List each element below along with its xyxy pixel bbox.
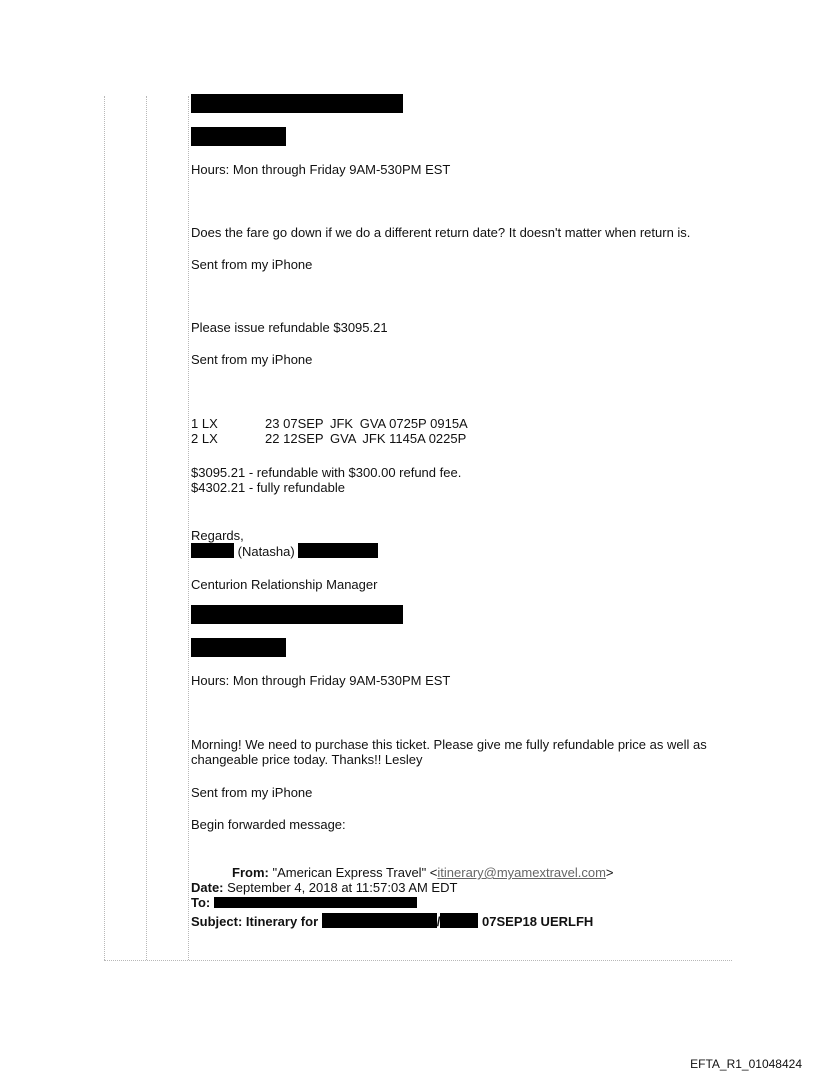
segment-number: 1 <box>191 416 199 431</box>
date-value: September 4, 2018 at 11:57:03 AM EDT <box>227 880 458 895</box>
redaction-block <box>214 897 417 908</box>
redaction-block <box>191 605 403 624</box>
redaction-block <box>322 913 437 928</box>
redaction-block <box>191 94 403 113</box>
segment-airline: LX <box>201 416 218 431</box>
message-body: Does the fare go down if we do a different return date? It doesn't matter when return is. <box>191 225 691 240</box>
message-signature: Sent from my iPhone <box>191 257 313 272</box>
itinerary-row <box>191 416 468 431</box>
thread-border-middle <box>146 96 147 960</box>
subject-tail: 07SEP18 UERLFH <box>482 914 594 929</box>
forwarded-from <box>232 865 614 880</box>
forwarded-subject <box>191 913 593 929</box>
redaction-block <box>191 638 286 657</box>
thread-border-inner <box>188 96 189 960</box>
thread-border-bottom <box>104 960 732 961</box>
forward-intro: Begin forwarded message: <box>191 817 346 832</box>
segment-to: JFK <box>362 431 386 446</box>
hours-text: Hours: Mon through Friday 9AM-530PM EST <box>191 673 451 688</box>
redaction-block <box>440 913 478 928</box>
segment-dep: 0725P <box>389 416 427 431</box>
agent-name-line <box>191 543 378 559</box>
segment-number: 2 <box>191 431 199 446</box>
segment-arr: 0225P <box>428 431 467 446</box>
segment-to: GVA <box>359 416 386 431</box>
sender-email-link[interactable]: itinerary@myamextravel.com <box>437 865 606 880</box>
segment-date: 12SEP <box>283 431 324 446</box>
forwarded-date <box>191 880 457 895</box>
agent-nickname: (Natasha) <box>237 544 295 559</box>
segment-date: 07SEP <box>283 416 324 431</box>
thread-border-left <box>104 96 105 960</box>
from-label: From: <box>232 865 269 880</box>
segment-flight: 23 <box>265 416 280 431</box>
segment-dep: 1145A <box>389 431 426 446</box>
subject-label: Subject: Itinerary for <box>191 914 319 929</box>
redaction-block <box>191 543 234 558</box>
message-body: Please issue refundable $3095.21 <box>191 320 388 335</box>
redaction-block <box>298 543 378 558</box>
segment-from: GVA <box>329 431 356 446</box>
from-name: "American Express Travel" < <box>272 865 438 880</box>
message-body: Morning! We need to purchase this ticket. Please give me fully refundable price as well as <box>191 737 707 752</box>
from-close: > <box>605 865 614 880</box>
regards-text: Regards, <box>191 528 244 543</box>
segment-flight: 22 <box>265 431 280 446</box>
fare-line: $4302.21 - fully refundable <box>191 480 345 495</box>
document-id: EFTA_R1_01048424 <box>690 1057 802 1071</box>
fare-line: $3095.21 - refundable with $300.00 refund fee. <box>191 465 462 480</box>
segment-arr: 0915A <box>430 416 468 431</box>
forwarded-to <box>191 895 417 910</box>
message-signature: Sent from my iPhone <box>191 352 313 367</box>
segment-from: JFK <box>329 416 354 431</box>
subject-slash: / <box>436 914 441 929</box>
agent-title: Centurion Relationship Manager <box>191 577 378 592</box>
redaction-block <box>191 127 286 146</box>
message-body: changeable price today. Thanks!! Lesley <box>191 752 423 767</box>
date-label: Date: <box>191 880 224 895</box>
segment-airline: LX <box>201 431 218 446</box>
to-label: To: <box>191 895 211 910</box>
hours-text: Hours: Mon through Friday 9AM-530PM EST <box>191 162 451 177</box>
message-signature: Sent from my iPhone <box>191 785 313 800</box>
itinerary-row <box>191 431 466 446</box>
